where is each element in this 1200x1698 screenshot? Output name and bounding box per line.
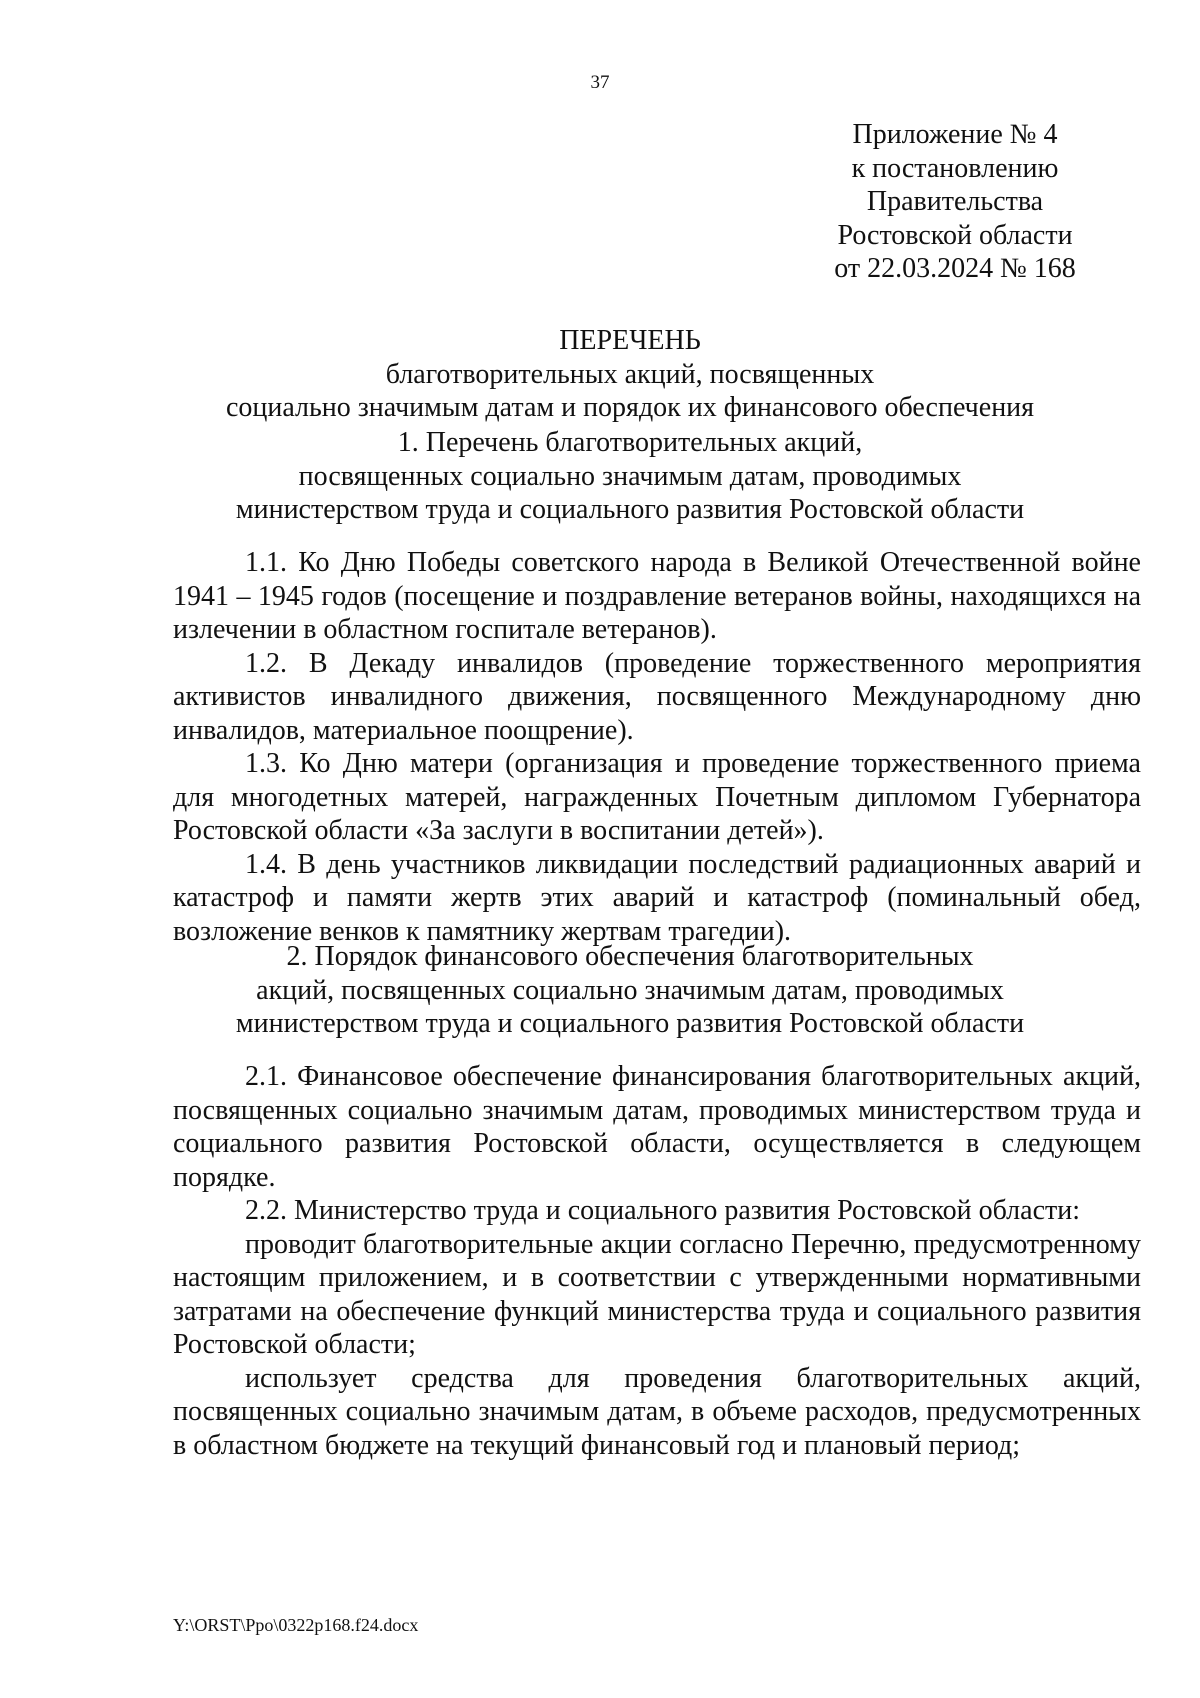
appendix-line: от 22.03.2024 № 168	[834, 253, 1076, 284]
list-item: 2.1. Финансовое обеспечение финансирования благотворительных акций, посвященных социально значимым датам, проводимых министерством труда и социального развития Ростовской области, осуществляется в следующем порядке.	[173, 1061, 1141, 1193]
section-heading-line: министерством труда и социального развития Ростовской области	[235, 494, 1025, 525]
appendix-line: к постановлению	[851, 152, 1059, 184]
page-number: 37	[590, 72, 610, 93]
list-item: 1.3. Ко Дню матери (организация и проведение торжественного приема для многодетных матерей, награжденных Почетным дипломом Губернатора Ростовской области «За заслуги в воспитании детей»).	[173, 748, 1141, 846]
list-item: проводит благотворительные акции согласно Перечню, предусмотренному настоящим приложением, и в соответствии с утвержденными нормативными затратами на обеспечение функций министерства труда и социального развития Ростовской области;	[173, 1228, 1141, 1360]
title-line: социально значимым датам и порядок их финансового обеспечения	[225, 392, 1035, 423]
list-item: 2.2. Министерство труда и социального развития Ростовской области:	[245, 1195, 1081, 1226]
section-2-items	[173, 1060, 1141, 1462]
appendix-reference	[820, 118, 1090, 286]
list-item: 1.2. В Декаду инвалидов (проведение торжественного мероприятия активистов инвалидного движения, посвященного Международному дню инвалидов, материальное поощрение).	[173, 647, 1141, 746]
section-heading-line: акций, посвященных социально значимым датам, проводимых	[256, 974, 1004, 1006]
list-item: 1.1. Ко Дню Победы советского народа в Великой Отечественной войне 1941 – 1945 годов (посещение и поздравление ветеранов войны, находящихся на излечении в областном госпитале ветеранов).	[173, 547, 1141, 645]
section-heading-line: министерством труда и социального развития Ростовской области	[235, 1008, 1025, 1039]
list-item: 1.4. В день участников ликвидации последствий радиационных аварий и катастроф и памяти жертв этих аварий и катастроф (поминальный обед, возложение венков к памятнику жертвам трагедии).	[173, 848, 1141, 947]
section-heading-line: 1. Перечень благотворительных акций,	[397, 427, 863, 458]
section-1-items	[173, 546, 1141, 948]
appendix-line: Приложение № 4	[852, 119, 1058, 150]
file-path-footer: Y:\ORST\Ppo\0322p168.f24.docx	[173, 1615, 419, 1635]
appendix-line: Ростовской области	[837, 219, 1073, 251]
title-line: благотворительных акций, посвященных	[385, 358, 875, 390]
section-1-heading	[130, 426, 1130, 527]
section-2-heading	[130, 940, 1130, 1041]
document-title	[130, 324, 1130, 425]
title-heading: ПЕРЕЧЕНЬ	[559, 325, 701, 356]
list-item: использует средства для проведения благотворительных акций, посвященных социально значимым датам, в объеме расходов, предусмотренных в областном бюджете на текущий финансовый год и плановый период;	[173, 1362, 1141, 1461]
section-heading-line: посвященных социально значимым датам, проводимых	[298, 460, 962, 492]
appendix-line: Правительства	[866, 186, 1044, 217]
section-heading-line: 2. Порядок финансового обеспечения благотворительных	[286, 941, 974, 972]
